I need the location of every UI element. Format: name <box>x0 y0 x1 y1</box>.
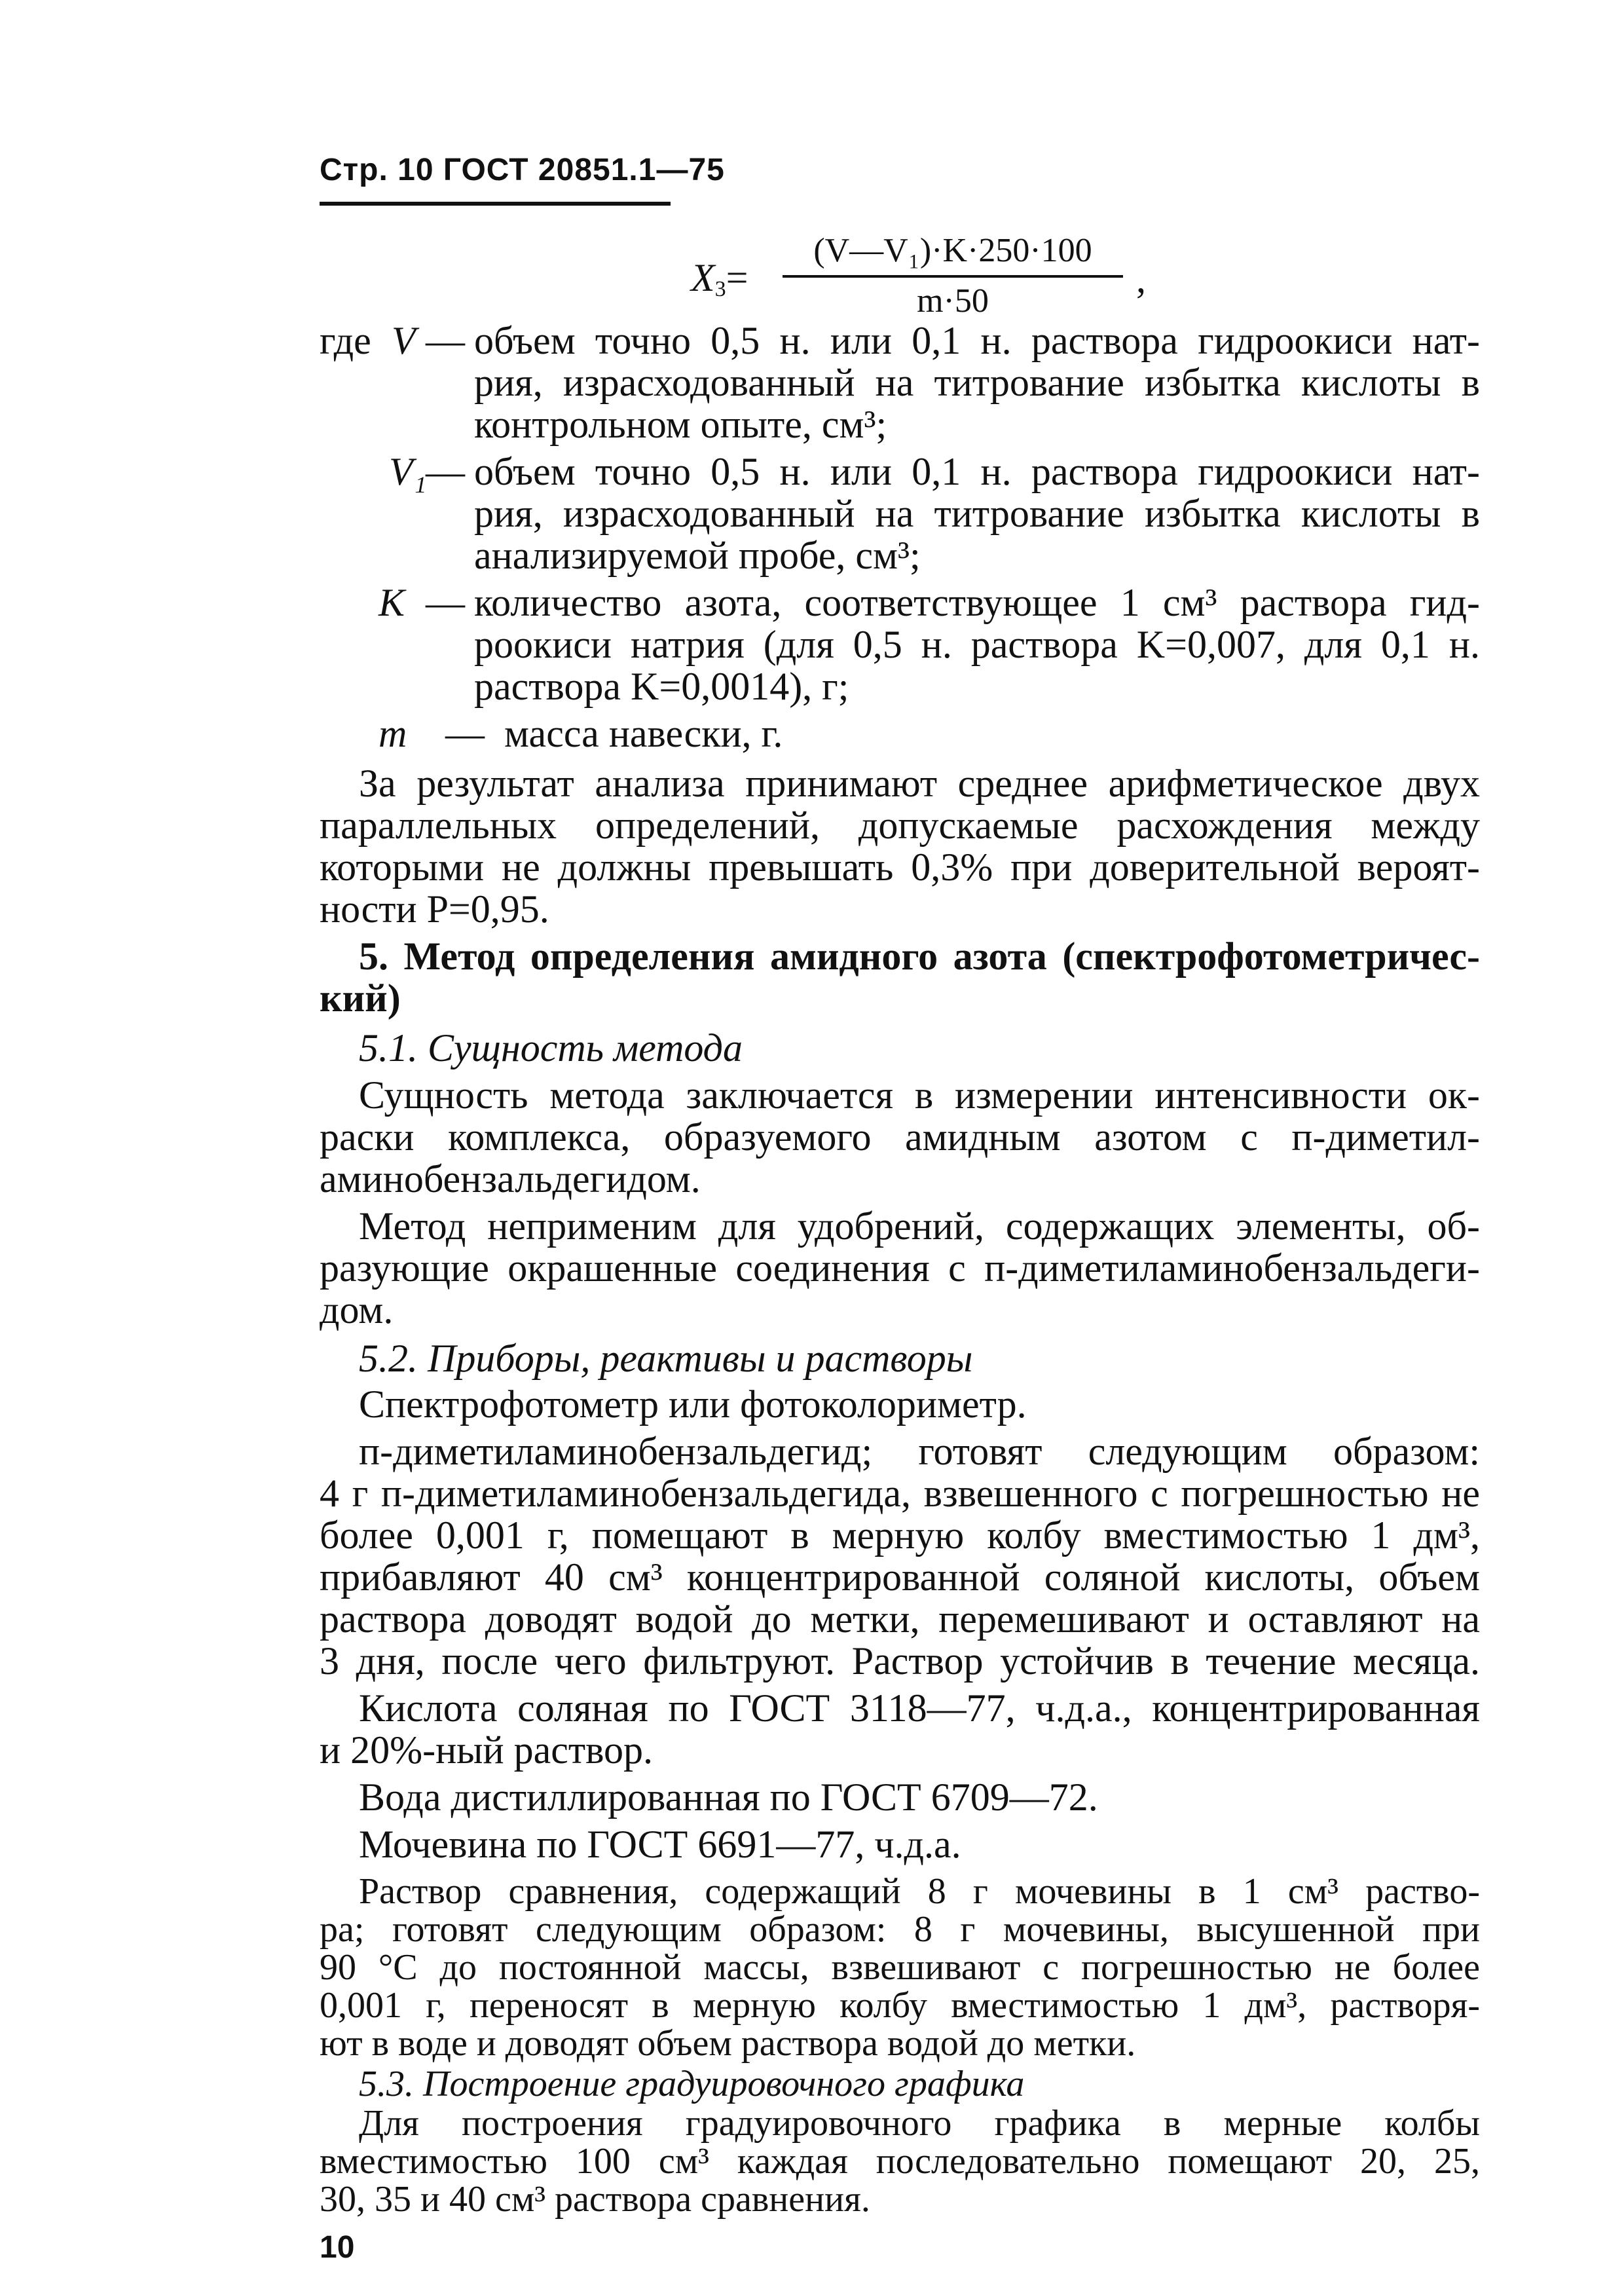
def-symbol: V <box>392 319 416 362</box>
header-text: Стр. 10 ГОСТ 20851.1—75 <box>320 153 725 187</box>
paragraph-line: Спектрофотометр или фотоколориметр. <box>359 1383 1027 1426</box>
page-number: 10 <box>320 2230 355 2265</box>
def-line: объем точно 0,5 н. или 0,1 н. раствора гидроокиси нат- <box>474 450 1480 493</box>
def-line: роокиси натрия (для 0,5 н. раствора K=0,007, для 0,1 н. <box>474 623 1480 666</box>
def-line: рия, израсходованный на титрование избытка кислоты в <box>474 361 1480 404</box>
subsection-5-2-title: 5.2. Приборы, реактивы и растворы <box>359 1337 973 1380</box>
formula-x3 <box>691 228 1149 326</box>
paragraph-line: Раствор сравнения, содержащий 8 г мочевины в 1 см³ раство- <box>359 1871 1480 1912</box>
paragraph-line: Мочевина по ГОСТ 6691—77, ч.д.а. <box>359 1823 961 1866</box>
def-line: контрольном опыте, см³; <box>474 403 887 446</box>
header-rule <box>320 202 671 206</box>
paragraph-line: Для построения градуировочного графика в мерные колбы <box>359 2103 1480 2144</box>
def-line: количество азота, соответствующее 1 см³ раствора гид- <box>474 581 1480 624</box>
result-line: которыми не должны превышать 0,3% при доверительной вероят- <box>320 846 1480 889</box>
paragraph-line: вместимостью 100 см³ каждая последовательно помещают 20, 25, <box>320 2141 1480 2182</box>
paragraph-line: разующие окрашенные соединения с п-диметиламинобензальдеги- <box>320 1246 1480 1290</box>
paragraph-line: 3 дня, после чего фильтруют. Раствор устойчив в течение месяца. <box>320 1639 1480 1683</box>
paragraph-line: аминобензальдегидом. <box>320 1157 701 1200</box>
paragraph-line: Кислота соляная по ГОСТ 3118—77, ч.д.а., концентрированная <box>359 1686 1480 1730</box>
paragraph-line: раствора доводят водой до метки, перемешивают и оставляют на <box>320 1597 1480 1641</box>
def-line: рия, израсходованный на титрование избытка кислоты в <box>474 492 1480 535</box>
paragraph-line: ра; готовят следующим образом: 8 г мочевины, высушенной при <box>320 1909 1480 1950</box>
formula-lhs: $X_3=$ <box>691 256 748 301</box>
def-line: анализируемой пробе, см³; <box>474 534 921 577</box>
paragraph-line: прибавляют 40 см³ концентрированной соляной кислоты, объем <box>320 1555 1480 1599</box>
def-dash: — <box>426 581 465 624</box>
def-line: объем точно 0,5 н. или 0,1 н. раствора гидроокиси нат- <box>474 319 1480 362</box>
fraction-bar <box>783 275 1123 278</box>
subsection-5-3-title: 5.3. Построение градуировочного графика <box>359 2064 1025 2104</box>
paragraph-line: и 20%-ный раствор. <box>320 1728 654 1772</box>
result-line: параллельных определений, допускаемые расхождения между <box>320 804 1480 847</box>
def-line: раствора K=0,0014), г; <box>474 665 849 708</box>
def-symbol: m <box>378 712 407 755</box>
paragraph-line: 30, 35 и 40 см³ раствора сравнения. <box>320 2179 870 2220</box>
def-symbol: V₁ <box>389 450 427 493</box>
formula-fraction <box>783 228 1123 322</box>
paragraph-line: Сущность метода заключается в измерении интенсивности ок- <box>359 1073 1480 1117</box>
result-line: За результат анализа принимают среднее арифметическое двух <box>359 762 1480 805</box>
page-header <box>320 152 725 189</box>
paragraph-line: более 0,001 г, помещают в мерную колбу вместимостью 1 дм³, <box>320 1514 1480 1557</box>
def-dash: — <box>445 712 485 755</box>
formula-denominator: m·50 <box>917 282 989 320</box>
formula-comma: , <box>1136 257 1146 301</box>
def-dash: — <box>426 319 465 362</box>
def-dash: — <box>426 450 465 493</box>
paragraph-line: 0,001 г, переносят в мерную колбу вместимостью 1 дм³, растворя- <box>320 1985 1480 2026</box>
paragraph-line: дом. <box>320 1288 394 1331</box>
subsection-5-1-title: 5.1. Сущность метода <box>359 1026 743 1070</box>
paragraph-line: ют в воде и доводят объем раствора водой до метки. <box>320 2023 1136 2064</box>
def-symbol: K <box>378 581 405 624</box>
defs-intro: где <box>320 319 371 362</box>
section-5-heading-cont: кий) <box>320 977 401 1020</box>
paragraph-line: раски комплекса, образуемого амидным азотом с п-диметил- <box>320 1115 1480 1159</box>
paragraph-line: 90 °С до постоянной массы, взвешивают с погрешностью не более <box>320 1947 1480 1988</box>
def-line: масса навески, г. <box>504 712 783 755</box>
section-5-heading: 5. Метод определения амидного азота (спектрофотометричес- <box>359 935 1480 978</box>
formula-numerator: (V—V₁)·K·250·100 <box>813 232 1092 269</box>
paragraph-line: 4 г п-диметиламинобензальдегида, взвешенного с погрешностью не <box>320 1472 1480 1515</box>
paragraph-line: Вода дистиллированная по ГОСТ 6709—72. <box>359 1776 1098 1819</box>
paragraph-line: п-диметиламинобензальдегид; готовят следующим образом: <box>359 1430 1480 1473</box>
result-line: ности P=0,95. <box>320 887 549 931</box>
paragraph-line: Метод неприменим для удобрений, содержащих элементы, об- <box>359 1204 1480 1248</box>
